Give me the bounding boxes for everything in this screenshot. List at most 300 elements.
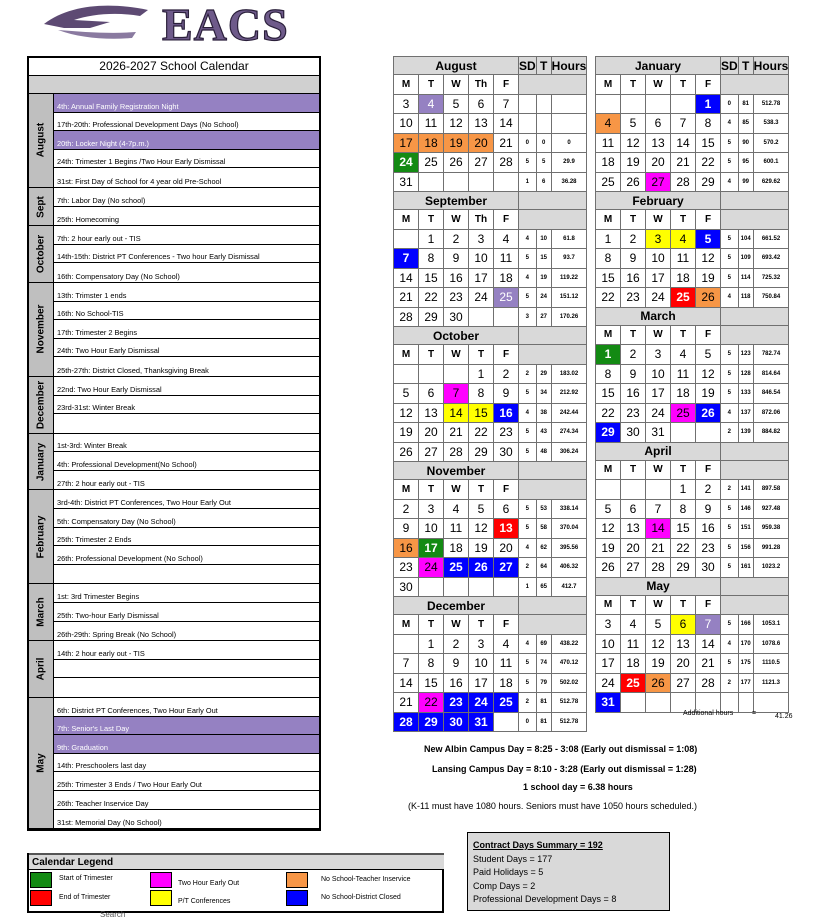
calendar-month-title: May xyxy=(596,577,721,595)
total-days-cell: 74 xyxy=(536,654,551,674)
weekday-header: T xyxy=(419,480,444,500)
event-row xyxy=(54,678,319,697)
calendar-week-row xyxy=(394,519,587,539)
weekday-header: T xyxy=(671,325,696,345)
weekday-header: M xyxy=(596,210,621,230)
weekday-header: T xyxy=(671,75,696,95)
student-days-cell: 5 xyxy=(519,249,537,269)
total-days-cell: 27 xyxy=(536,307,551,327)
calendar-day-cell: 13 xyxy=(419,403,444,423)
calendar-day-cell: 30 xyxy=(444,712,469,732)
weekday-header: F xyxy=(696,595,721,615)
total-days-cell: 0 xyxy=(536,133,551,153)
calendar-day-cell: 25 xyxy=(671,403,696,423)
total-days-cell: 5 xyxy=(536,153,551,173)
total-days-cell: 24 xyxy=(536,288,551,308)
calendar-day-cell: 24 xyxy=(419,558,444,578)
event-row: 14th: Preschoolers last day xyxy=(54,754,319,773)
calendar-day-cell: 9 xyxy=(696,499,721,519)
student-days-cell: 5 xyxy=(721,615,739,635)
calendar-day-cell: 2 xyxy=(444,634,469,654)
calendar-day-cell xyxy=(494,307,519,327)
student-days-cell: 5 xyxy=(721,249,739,269)
weekday-header: T xyxy=(621,75,646,95)
weekday-header-row xyxy=(596,325,789,345)
student-days-cell: 5 xyxy=(721,133,739,153)
calendar-day-cell: 16 xyxy=(494,403,519,423)
student-days-cell: 5 xyxy=(519,519,537,539)
calendar-day-cell: 24 xyxy=(469,288,494,308)
col-header-hours: Hours xyxy=(753,58,789,73)
event-row: 20th: Locker Night (4-7p.m.) xyxy=(54,131,319,150)
calendar-day-cell: 21 xyxy=(494,133,519,153)
legend-label-end: End of Trimester xyxy=(59,894,111,901)
calendar-day-cell: 11 xyxy=(621,634,646,654)
hours-cell: 502.02 xyxy=(551,673,587,693)
student-days-cell: 5 xyxy=(721,268,739,288)
calendar-day-cell: 8 xyxy=(596,249,621,269)
event-row: 17th-20th: Professional Development Days (No School) xyxy=(54,113,319,132)
total-days-cell: 118 xyxy=(738,288,753,308)
calendar-day-cell xyxy=(469,577,494,597)
hours-cell: 242.44 xyxy=(551,403,587,423)
calendar-day-cell: 18 xyxy=(419,133,444,153)
calendar-day-cell: 17 xyxy=(469,268,494,288)
calendar-day-cell: 20 xyxy=(419,423,444,443)
calendar-week-row xyxy=(394,673,587,693)
month-events xyxy=(54,377,319,433)
calendar-day-cell: 23 xyxy=(494,423,519,443)
calendar-week-row xyxy=(394,229,587,249)
calendar-day-cell: 29 xyxy=(419,712,444,732)
calendar-week-row xyxy=(394,268,587,288)
calendar-day-cell: 13 xyxy=(469,114,494,134)
event-row: 7th: Senior's Last Day xyxy=(54,717,319,736)
hours-cell: 438.22 xyxy=(551,634,587,654)
month-label-text: Sept xyxy=(35,195,47,218)
calendar-week-row xyxy=(596,172,789,192)
event-row: 24th: Trimester 1 Begins /Two Hour Early Dismissal xyxy=(54,150,319,169)
calendar-week-row xyxy=(596,654,789,674)
month-events xyxy=(54,226,319,282)
hours-cell: 814.64 xyxy=(753,364,789,384)
month-events xyxy=(54,188,319,225)
month-header-row xyxy=(394,327,587,345)
calendar-day-cell xyxy=(596,480,621,500)
calendar-day-cell xyxy=(646,94,671,114)
event-row: 24th: Two Hour Early Dismissal xyxy=(54,339,319,358)
total-days-cell: 90 xyxy=(738,133,753,153)
hours-cell: 661.52 xyxy=(753,229,789,249)
weekday-header-spacer xyxy=(519,615,587,635)
contract-line: Paid Holidays = 5 xyxy=(473,867,544,877)
weekday-header: F xyxy=(494,615,519,635)
calendar-month-title: February xyxy=(596,192,721,210)
month-header-row xyxy=(596,577,789,595)
month-header-spacer xyxy=(721,442,789,460)
calendar-day-cell: 7 xyxy=(444,384,469,404)
col-header-sd: SD xyxy=(519,58,536,73)
calendar-day-cell: 30 xyxy=(621,423,646,443)
weekday-header: Th xyxy=(469,75,494,95)
weekday-header-row xyxy=(394,75,587,95)
calendar-day-cell: 27 xyxy=(646,172,671,192)
calendar-week-row xyxy=(394,693,587,713)
weekday-header: T xyxy=(419,345,444,365)
weekday-header: M xyxy=(596,75,621,95)
calendar-day-cell: 26 xyxy=(696,288,721,308)
calendar-week-row xyxy=(596,519,789,539)
month-block-october xyxy=(29,226,319,283)
calendar-day-cell: 1 xyxy=(596,229,621,249)
total-days-cell: 34 xyxy=(536,384,551,404)
student-days-cell: 4 xyxy=(519,229,537,249)
calendar-day-cell: 10 xyxy=(596,634,621,654)
total-days-cell: 81 xyxy=(536,712,551,732)
calendar-day-cell: 9 xyxy=(394,519,419,539)
total-days-cell: 10 xyxy=(536,229,551,249)
hours-cell: 183.02 xyxy=(551,364,587,384)
calendar-day-cell: 26 xyxy=(621,172,646,192)
weekday-header: W xyxy=(444,210,469,230)
calendar-day-cell xyxy=(419,577,444,597)
legend-label-early-out: Two Hour Early Out xyxy=(178,880,240,887)
month-block-march xyxy=(29,584,319,641)
month-label xyxy=(29,188,54,225)
weekday-header: T xyxy=(469,615,494,635)
total-days-cell: 146 xyxy=(738,499,753,519)
hours-cell: 119.22 xyxy=(551,268,587,288)
calendar-day-cell: 28 xyxy=(494,153,519,173)
student-days-cell: 5 xyxy=(721,153,739,173)
total-days-cell: 15 xyxy=(536,249,551,269)
calendar-week-row xyxy=(394,288,587,308)
calendar-day-cell: 10 xyxy=(419,519,444,539)
month-block-sept xyxy=(29,188,319,226)
hours-cell: 600.1 xyxy=(753,153,789,173)
total-days-cell: 114 xyxy=(738,268,753,288)
month-events xyxy=(54,641,319,697)
month-header-row xyxy=(596,57,789,75)
calendar-day-cell: 17 xyxy=(596,654,621,674)
calendar-day-cell: 4 xyxy=(596,114,621,134)
calendar-month-title: November xyxy=(394,462,519,480)
calendar-day-cell: 9 xyxy=(444,654,469,674)
hours-cell xyxy=(551,94,587,114)
total-days-cell: 43 xyxy=(536,423,551,443)
calendar-week-row xyxy=(596,558,789,578)
calendar-day-cell xyxy=(646,693,671,713)
calendar-day-cell: 19 xyxy=(394,423,419,443)
weekday-header: W xyxy=(646,595,671,615)
calendar-day-cell: 7 xyxy=(394,249,419,269)
calendar-day-cell: 28 xyxy=(696,673,721,693)
calendar-day-cell: 19 xyxy=(646,654,671,674)
calendar-day-cell: 25 xyxy=(596,172,621,192)
calendar-day-cell: 7 xyxy=(696,615,721,635)
calendar-day-cell: 25 xyxy=(671,288,696,308)
calendar-day-cell: 7 xyxy=(671,114,696,134)
calendar-month-title: October xyxy=(394,327,519,345)
calendar-day-cell xyxy=(621,693,646,713)
hours-cell: 370.04 xyxy=(551,519,587,539)
student-days-cell: 5 xyxy=(721,558,739,578)
calendar-week-row xyxy=(394,364,587,384)
weekday-header: W xyxy=(444,345,469,365)
month-label-text: May xyxy=(35,753,47,773)
weekday-header-spacer xyxy=(721,325,789,345)
search-label: Search xyxy=(100,910,126,919)
student-days-cell: 5 xyxy=(519,153,537,173)
month-header-spacer xyxy=(721,577,789,595)
calendar-day-cell: 14 xyxy=(696,634,721,654)
weekday-header: W xyxy=(646,460,671,480)
hours-cell: 151.12 xyxy=(551,288,587,308)
hours-cell: 470.12 xyxy=(551,654,587,674)
calendar-day-cell: 3 xyxy=(646,229,671,249)
total-days-cell: 38 xyxy=(536,403,551,423)
event-row: 25th: Homecoming xyxy=(57,215,120,225)
calendar-week-row xyxy=(394,634,587,654)
event-row: 7th: Labor Day (No school) xyxy=(54,188,319,207)
student-days-cell: 4 xyxy=(519,268,537,288)
calendar-day-cell: 3 xyxy=(394,94,419,114)
calendar-day-cell xyxy=(469,172,494,192)
calendar-day-cell: 8 xyxy=(671,499,696,519)
legend-swatch-inservice xyxy=(286,872,308,888)
student-days-cell: 4 xyxy=(519,634,537,654)
col-header-t: T xyxy=(536,57,551,75)
hours-cell: 629.62 xyxy=(753,172,789,192)
weekday-header-spacer xyxy=(721,75,789,95)
calendar-day-cell: 5 xyxy=(621,114,646,134)
calendar-day-cell: 20 xyxy=(671,654,696,674)
weekday-header-spacer xyxy=(721,460,789,480)
event-row: 17th: Trimester 2 Begins xyxy=(54,320,319,339)
event-row: 16th: Compensatory Day (No School) xyxy=(57,271,180,281)
month-label xyxy=(29,490,54,583)
hours-cell: 1110.5 xyxy=(753,654,789,674)
hours-cell: 1023.2 xyxy=(753,558,789,578)
month-header-spacer xyxy=(519,327,587,345)
calendar-day-cell: 27 xyxy=(469,153,494,173)
calendar-week-row xyxy=(394,442,587,462)
calendar-day-cell: 14 xyxy=(394,268,419,288)
student-days-cell: 5 xyxy=(721,384,739,404)
hours-cell: 1121.3 xyxy=(753,673,789,693)
calendar-day-cell: 1 xyxy=(696,94,721,114)
hours-cell: 61.8 xyxy=(551,229,587,249)
calendar-day-cell: 7 xyxy=(646,499,671,519)
calendar-day-cell: 22 xyxy=(596,403,621,423)
calendar-day-cell: 21 xyxy=(394,288,419,308)
weekday-header: T xyxy=(621,210,646,230)
calendar-day-cell: 10 xyxy=(394,114,419,134)
student-days-cell: 3 xyxy=(519,307,537,327)
event-row: 9th: Graduation xyxy=(54,735,319,754)
hours-cell xyxy=(753,693,789,713)
calendar-day-cell: 25 xyxy=(494,288,519,308)
calendar-day-cell: 11 xyxy=(671,364,696,384)
calendar-day-cell: 26 xyxy=(394,442,419,462)
weekday-header: T xyxy=(419,75,444,95)
weekday-header: M xyxy=(596,460,621,480)
calendar-day-cell xyxy=(444,172,469,192)
student-days-cell: 4 xyxy=(519,538,537,558)
month-events xyxy=(54,94,319,187)
event-row: 23rd-31st: Winter Break xyxy=(54,396,319,415)
weekday-header: W xyxy=(444,75,469,95)
calendar-day-cell: 24 xyxy=(596,673,621,693)
calendar-day-cell: 16 xyxy=(621,384,646,404)
calendar-day-cell: 18 xyxy=(494,673,519,693)
calendar-day-cell xyxy=(696,423,721,443)
event-row: 31st: Memorial Day (No School) xyxy=(57,818,162,828)
calendar-day-cell: 10 xyxy=(469,249,494,269)
weekday-header-spacer xyxy=(721,210,789,230)
weekday-header: T xyxy=(671,460,696,480)
total-days-cell: 99 xyxy=(738,172,753,192)
calendar-day-cell: 5 xyxy=(444,94,469,114)
total-days-cell: 64 xyxy=(536,558,551,578)
calendar-week-row xyxy=(596,345,789,365)
calendar-day-cell: 12 xyxy=(646,634,671,654)
event-row: 6th: District PT Conferences, Two Hour Early Out xyxy=(54,698,319,717)
calendar-day-cell: 29 xyxy=(671,558,696,578)
event-row: 26th-29th: Spring Break (No School) xyxy=(57,630,177,640)
hours-cell: 170.26 xyxy=(551,307,587,327)
calendar-day-cell: 13 xyxy=(494,519,519,539)
hours-cell: 36.28 xyxy=(551,172,587,192)
calendar-day-cell: 30 xyxy=(444,307,469,327)
calendar-day-cell xyxy=(596,94,621,114)
calendar-day-cell xyxy=(494,712,519,732)
calendar-day-cell: 6 xyxy=(494,499,519,519)
additional-hours-eq: = xyxy=(752,710,757,717)
calendar-day-cell: 19 xyxy=(621,153,646,173)
student-days-cell: 5 xyxy=(519,673,537,693)
event-row: 14th: 2 hour early out - TIS xyxy=(54,641,319,660)
eacs-logo xyxy=(40,2,340,44)
note-new-albin: New Albin Campus Day = 8:25 - 3:08 (Early out dismissal = 1:08) xyxy=(424,744,698,754)
calendar-day-cell: 16 xyxy=(444,673,469,693)
calendar-day-cell: 28 xyxy=(671,172,696,192)
event-row: 3rd-4th: District PT Conferences, Two Hour Early Out xyxy=(54,490,319,509)
calendar-day-cell: 21 xyxy=(696,654,721,674)
calendar-day-cell: 11 xyxy=(419,114,444,134)
month-events xyxy=(54,698,319,828)
calendar-week-row xyxy=(596,288,789,308)
month-block-november xyxy=(29,283,319,377)
student-days-cell: 5 xyxy=(519,654,537,674)
calendar-day-cell xyxy=(444,577,469,597)
month-header-row xyxy=(394,462,587,480)
month-header-row xyxy=(596,307,789,325)
calendar-day-cell: 17 xyxy=(646,268,671,288)
calendar-day-cell: 11 xyxy=(494,654,519,674)
calendar-day-cell: 25 xyxy=(621,673,646,693)
total-days-cell: 137 xyxy=(738,403,753,423)
legend-swatch-end xyxy=(30,890,52,906)
calendar-day-cell: 11 xyxy=(596,133,621,153)
calendar-week-row xyxy=(394,153,587,173)
legend-label-conferences: P/T Conferences xyxy=(178,898,231,905)
event-row: 26th: Teacher Inservice Day xyxy=(54,791,319,810)
event-row: 4th: Annual Family Registration Night xyxy=(54,94,319,113)
month-header-row xyxy=(394,597,587,615)
student-days-cell: 4 xyxy=(721,288,739,308)
calendar-day-cell xyxy=(671,94,696,114)
calendar-day-cell: 6 xyxy=(621,499,646,519)
event-row: 7th: 2 hour early out - TIS xyxy=(54,226,319,245)
month-header-row xyxy=(394,192,587,210)
event-row: 13th: Trimster 1 ends xyxy=(54,283,319,302)
calendar-week-row xyxy=(596,673,789,693)
student-days-cell: 5 xyxy=(519,288,537,308)
month-header-row xyxy=(394,57,587,75)
calendar-day-cell: 23 xyxy=(394,558,419,578)
month-block-august xyxy=(29,94,319,188)
additional-hours-value: 41.26 xyxy=(775,713,793,720)
total-days-cell: 170 xyxy=(738,634,753,654)
calendar-day-cell: 10 xyxy=(646,249,671,269)
legend-swatch-early-out xyxy=(150,872,172,888)
student-days-cell: 0 xyxy=(721,94,739,114)
calendar-day-cell: 28 xyxy=(394,712,419,732)
hours-cell: 884.82 xyxy=(753,423,789,443)
calendar-day-cell: 30 xyxy=(494,442,519,462)
calendar-month-title: September xyxy=(394,192,519,210)
month-label xyxy=(29,226,54,282)
hours-cell: 750.84 xyxy=(753,288,789,308)
month-label-text: March xyxy=(35,597,47,628)
calendar-grid-left xyxy=(393,56,587,732)
month-label xyxy=(29,94,54,187)
calendar-day-cell: 26 xyxy=(469,558,494,578)
calendar-week-row xyxy=(394,654,587,674)
month-label-text: December xyxy=(35,380,47,429)
calendar-day-cell: 22 xyxy=(596,288,621,308)
calendar-day-cell: 22 xyxy=(419,288,444,308)
calendar-day-cell: 16 xyxy=(696,519,721,539)
calendar-week-row xyxy=(596,229,789,249)
weekday-header: T xyxy=(419,210,444,230)
calendar-week-row xyxy=(596,480,789,500)
hours-cell: 725.32 xyxy=(753,268,789,288)
calendar-day-cell: 15 xyxy=(419,673,444,693)
total-days-cell: 133 xyxy=(738,384,753,404)
student-days-cell: 5 xyxy=(519,499,537,519)
student-days-cell: 4 xyxy=(519,403,537,423)
calendar-week-row xyxy=(394,499,587,519)
month-label xyxy=(29,377,54,433)
weekday-header-row xyxy=(596,595,789,615)
weekday-header: Th xyxy=(469,210,494,230)
calendar-week-row xyxy=(394,423,587,443)
calendar-day-cell: 29 xyxy=(419,307,444,327)
calendar-day-cell: 15 xyxy=(469,403,494,423)
student-days-cell: 5 xyxy=(519,423,537,443)
calendar-day-cell: 15 xyxy=(596,268,621,288)
calendar-day-cell: 19 xyxy=(469,538,494,558)
total-days-cell: 166 xyxy=(738,615,753,635)
calendar-week-row xyxy=(596,499,789,519)
total-days-cell: 104 xyxy=(738,229,753,249)
total-days-cell: 109 xyxy=(738,249,753,269)
calendar-week-row xyxy=(596,403,789,423)
note-hours-required: (K-11 must have 1080 hours. Seniors must have 1050 hours scheduled.) xyxy=(408,801,697,811)
total-days-cell xyxy=(536,114,551,134)
